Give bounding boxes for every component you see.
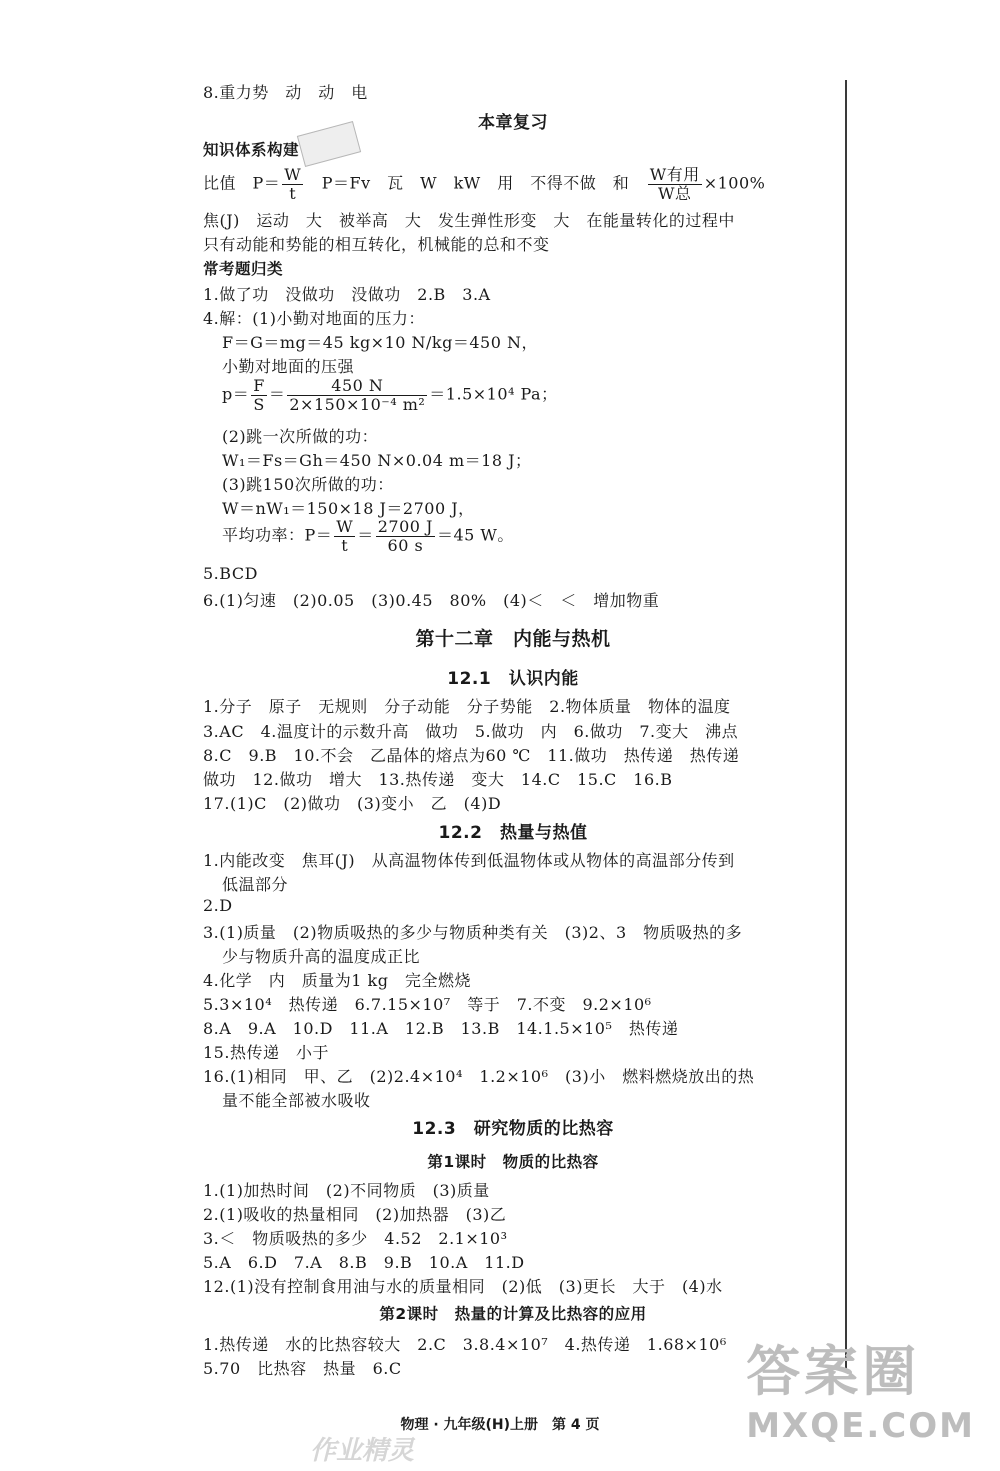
- text-line: 2.(1)吸收的热量相同 (2)加热器 (3)乙: [203, 1205, 507, 1224]
- formula-line: [203, 166, 765, 202]
- text-span: 平均功率：P＝: [222, 525, 333, 545]
- fraction: [376, 518, 435, 554]
- fraction: [287, 377, 427, 413]
- text-line: 5.70 比热容 热量 6.C: [203, 1359, 402, 1378]
- text-line: 5.A 6.D 7.A 8.B 9.B 10.A 11.D: [203, 1253, 525, 1272]
- numerator: F: [253, 376, 265, 395]
- text-line: 量不能全部被水吸收: [222, 1091, 371, 1110]
- text-line: F＝G＝mg＝45 kg×10 N/kg＝450 N，: [222, 333, 538, 352]
- numerator: 450 N: [287, 377, 427, 396]
- text-line: 焦(J) 运动 大 被举高 大 发生弹性形变 大 在能量转化的过程中: [203, 211, 735, 230]
- denominator: W总: [658, 183, 692, 203]
- text-line: 3.(1)质量 (2)物质吸热的多少与物质种类有关 (3)2、3 物质吸热的多: [203, 923, 743, 942]
- formula-line: p＝ $\frac{F}{S}$ ＝ $\frac{450 N}{\text{2×150×10⁻⁴ m²}}$ ＝1.5×10⁴ Pa；: [222, 376, 558, 414]
- watermark-logo: [746, 1329, 975, 1446]
- margin-rule: [845, 80, 847, 1370]
- text-line: 做功 12.做功 增大 13.热传递 变大 14.C 15.C 16.B: [203, 770, 673, 789]
- fraction: [334, 518, 355, 554]
- fraction: [648, 166, 702, 202]
- text-line: 1.分子 原子 无规则 分子动能 分子势能 2.物体质量 物体的温度: [203, 697, 731, 716]
- lesson-title: 第1课时 物质的比热容: [427, 1153, 599, 1171]
- text-line: W＝nW₁＝150×18 J＝2700 J，: [222, 499, 475, 518]
- denominator: 2×150×10⁻⁴ m²: [289, 394, 426, 414]
- watermark-left: 作业精灵: [310, 1436, 415, 1466]
- text-line: 1.内能改变 焦耳(J) 从高温物体传到低温物体或从物体的高温部分传到: [203, 851, 735, 870]
- formula-line: 平均功率：P＝ $\frac{W}{t}$ ＝ $\frac{2700 J}{60 s}$ ＝45 W。: [222, 517, 514, 555]
- text-line: 8.C 9.B 10.不会 乙晶体的熔点为60 ℃ 11.做功 热传递 热传递: [203, 746, 740, 765]
- text-line: 8.重力势 动 动 电: [203, 83, 368, 102]
- section-title: 12.2 热量与热值: [438, 823, 588, 843]
- text-line: 只有动能和势能的相互转化，机械能的总和不变: [203, 235, 550, 254]
- numerator: W: [284, 165, 302, 184]
- text-line: 5.3×10⁴ 热传递 6.7.15×10⁷ 等于 7.不变 9.2×10⁶: [203, 995, 652, 1014]
- text-span: ×100%: [703, 173, 766, 193]
- text-line: 低温部分: [222, 875, 289, 894]
- text-line: 2.D: [203, 896, 233, 915]
- numerator: 2700 J: [377, 517, 433, 536]
- text-span: ＝45 W。: [436, 525, 514, 545]
- text-line: W₁＝Fs＝Gh＝450 N×0.04 m＝18 J；: [222, 451, 532, 470]
- subsection-title: 常考题归类: [203, 260, 284, 278]
- watermark-line-2: MXQE.COM: [746, 1406, 975, 1446]
- lesson-title: 第2课时 热量的计算及比热容的应用: [379, 1305, 647, 1323]
- watermark-line-1: 答案圈: [746, 1340, 921, 1403]
- text-line: 3.＜ 物质吸热的多少 4.52 2.1×10³: [203, 1229, 508, 1248]
- text-line: 1.(1)加热时间 (2)不同物质 (3)质量: [203, 1181, 490, 1200]
- numerator: W: [336, 517, 354, 536]
- text-line: 少与物质升高的温度成正比: [222, 947, 421, 966]
- text-line: 1.做了功 没做功 没做功 2.B 3.A: [203, 285, 491, 304]
- page-footer: 物理 · 九年级(H)上册 第 4 页: [400, 1417, 600, 1433]
- text-line: 8.A 9.A 10.D 11.A 12.B 13.B 14.1.5×10⁵ 热传递: [203, 1019, 679, 1038]
- text-line: 4.化学 内 质量为1 kg 完全燃烧: [203, 971, 471, 990]
- text-line: 15.热传递 小于: [203, 1043, 329, 1062]
- denominator: t: [341, 535, 349, 555]
- subsection-title: 知识体系构建: [203, 141, 300, 159]
- text-line: 1.热传递 水的比热容较大 2.C 3.8.4×10⁷ 4.热传递 1.68×10⁶: [203, 1335, 727, 1354]
- text-line: 16.(1)相同 甲、乙 (2)2.4×10⁴ 1.2×10⁶ (3)小 燃料燃烧放出的热: [203, 1067, 755, 1086]
- text-line: (3)跳150次所做的功：: [222, 475, 394, 494]
- numerator: W有用: [649, 165, 700, 184]
- text-line: 12.(1)没有控制食用油与水的质量相同 (2)低 (3)更长 大于 (4)水: [203, 1277, 723, 1296]
- section-title: 12.1 认识内能: [447, 669, 579, 689]
- text-line: 3.AC 4.温度计的示数升高 做功 5.做功 内 6.做功 7.变大 沸点: [203, 722, 739, 741]
- text-line: (2)跳一次所做的功：: [222, 427, 379, 446]
- section-title: 12.3 研究物质的比热容: [412, 1119, 614, 1139]
- text-line: 17.(1)C (2)做功 (3)变小 乙 (4)D: [203, 794, 502, 813]
- text-line: 5.BCD: [203, 564, 258, 583]
- denominator: 60 s: [387, 535, 424, 555]
- text-line: 4.解：(1)小勤对地面的压力：: [203, 309, 425, 328]
- section-title: 本章复习: [478, 113, 548, 133]
- text-line: 小勤对地面的压强: [222, 357, 355, 376]
- chapter-title: 第十二章 内能与热机: [415, 628, 611, 650]
- fraction: [251, 377, 267, 413]
- denominator: S: [253, 394, 265, 414]
- fraction: [282, 166, 303, 202]
- text-span: 比值 P＝: [203, 173, 281, 193]
- denominator: t: [289, 183, 297, 203]
- text-span: p＝: [222, 384, 250, 404]
- text-span: ＝1.5×10⁴ Pa；: [429, 384, 558, 404]
- text-line: 6.(1)匀速 (2)0.05 (3)0.45 80% (4)＜ ＜ 增加物重: [203, 591, 660, 610]
- text-span: P＝Fv 瓦 W kW 用 不得不做 和: [305, 173, 630, 193]
